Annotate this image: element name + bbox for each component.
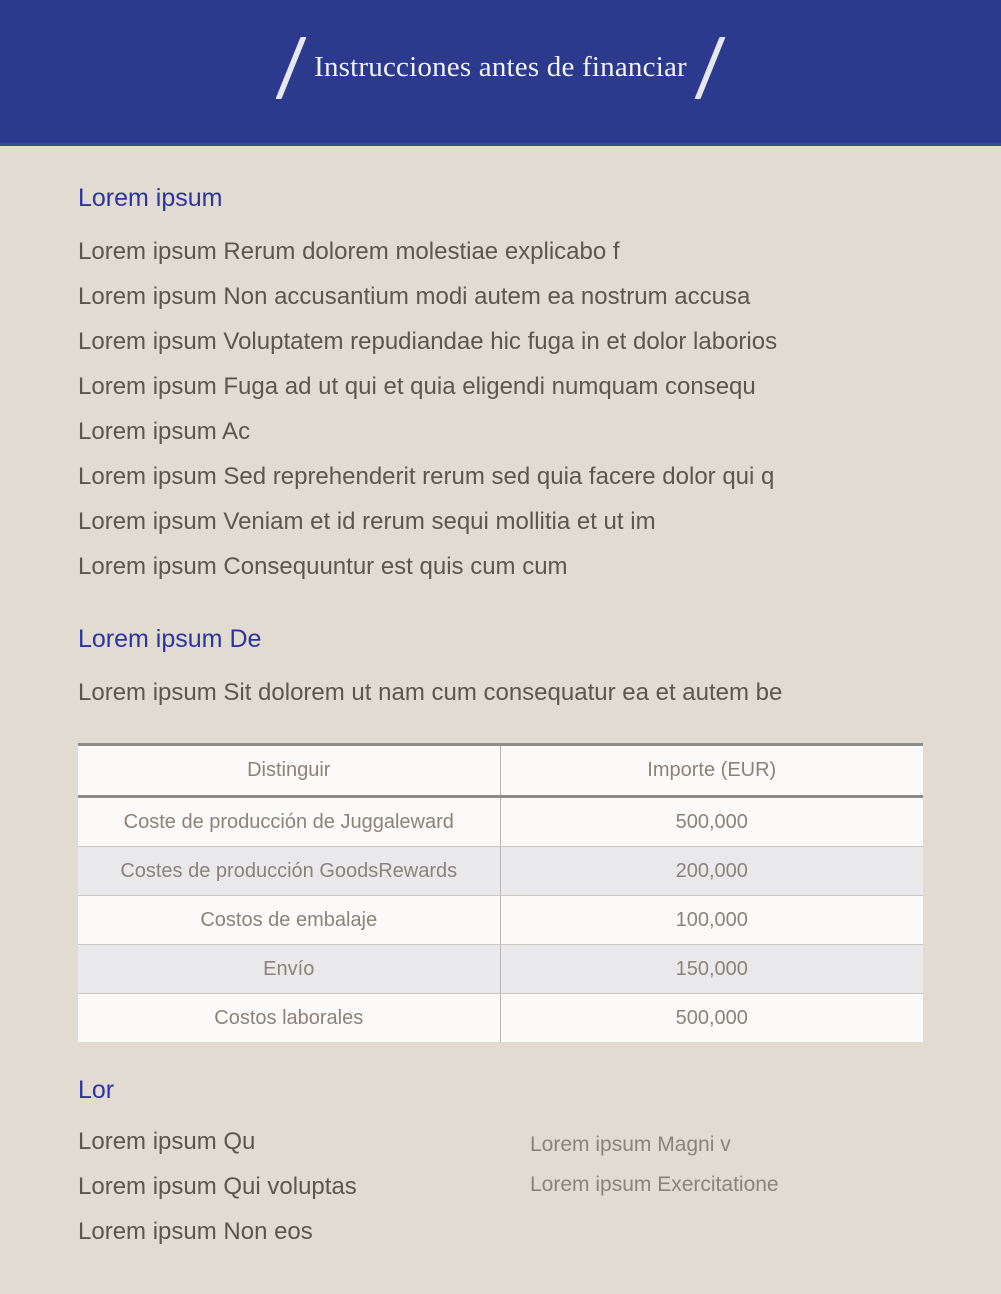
cell-label: Coste de producción de Juggaleward [78,797,500,847]
footer-column-right [530,1119,923,1205]
table-row [78,994,923,1043]
cell-label: Envío [78,945,500,994]
cell-label: Costos laborales [78,994,500,1043]
intro-line: Lorem ipsum Sed reprehenderit rerum sed quia facere dolor qui q [78,463,775,490]
footer-left-line: Lorem ipsum Non eos [78,1218,313,1245]
section-footer [78,1042,923,1294]
budget-line: Lorem ipsum Sit dolorem ut nam cum consequatur ea et autem be [78,679,783,706]
intro-line: Lorem ipsum Voluptatem repudiandae hic fuga in et dolor laborios [78,328,778,355]
section-intro [78,146,923,589]
table-row [78,945,923,994]
header-title-group [288,32,713,104]
cell-amount: 150,000 [500,945,923,994]
footer-right-line: Lorem ipsum Exercitatione [530,1173,779,1196]
intro-line: Lorem ipsum Fuga ad ut qui et quia eligendi numquam consequ [78,373,756,400]
cost-breakdown-table [78,743,923,1042]
cell-label: Costes de producción GoodsRewards [78,847,500,896]
intro-line: Lorem ipsum Veniam et id rerum sequi mollitia et ut im [78,508,656,535]
diagonal-slash-right-icon [694,37,725,99]
footer-column-left [78,1119,530,1254]
table-row [78,896,923,945]
page-header-banner [0,0,1001,146]
diagonal-slash-left-icon [276,37,307,99]
intro-line: Lorem ipsum Consequuntur est quis cum cum [78,553,568,580]
page-content [0,146,1001,1294]
cell-amount: 500,000 [500,994,923,1043]
section-intro-heading: Lorem ipsum [78,184,223,212]
cell-label: Costos de embalaje [78,896,500,945]
intro-line: Lorem ipsum Non accusantium modi autem ea nostrum accusa [78,283,751,310]
footer-columns [78,1119,923,1254]
table-row [78,847,923,896]
cell-amount: 200,000 [500,847,923,896]
intro-line: Lorem ipsum Rerum dolorem molestiae explicabo f [78,238,620,265]
intro-line: Lorem ipsum Ac [78,418,251,445]
cost-table-head [78,745,923,797]
section-budget [78,589,923,1042]
cost-table-body [78,797,923,1043]
footer-left-line: Lorem ipsum Qui voluptas [78,1173,357,1200]
footer-right-line: Lorem ipsum Magni v [530,1133,731,1156]
cell-amount: 500,000 [500,797,923,847]
footer-left-line: Lorem ipsum Qu [78,1128,256,1155]
section-footer-heading: Lor [78,1076,115,1104]
cell-amount: 100,000 [500,896,923,945]
table-header-row [78,745,923,797]
column-header-distinguir: Distinguir [78,745,500,797]
section-budget-heading: Lorem ipsum De [78,625,262,653]
table-row [78,797,923,847]
page-title: Instrucciones antes de financiar [314,51,687,83]
column-header-importe: Importe (EUR) [500,745,923,797]
